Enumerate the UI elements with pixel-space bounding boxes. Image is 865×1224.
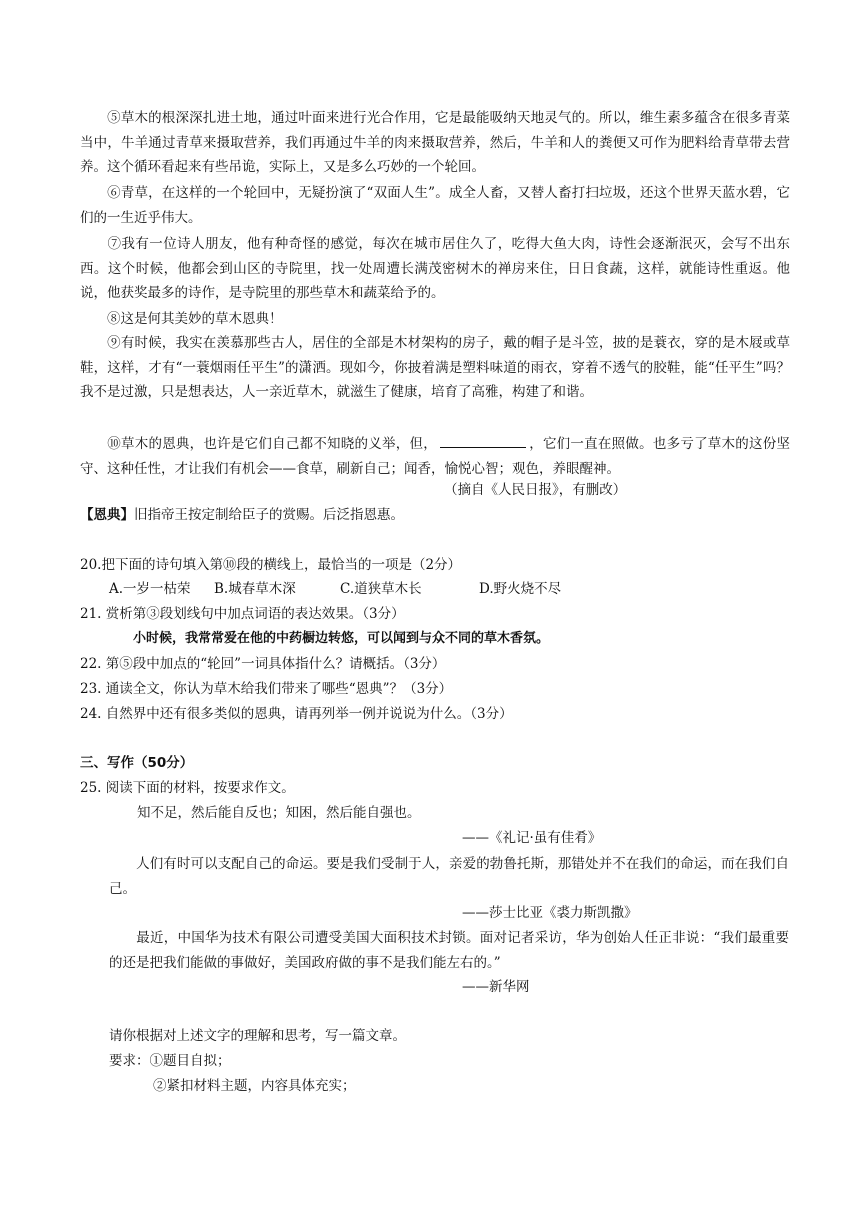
material-1: 知不足，然后能自反也；知困，然后能自强也。 — [137, 805, 421, 821]
option-c: C.道狭草木长 — [340, 581, 422, 597]
material-3: 最近，中国华为技术有限公司遭受美国大面积技术封锁。面对记者采访，华为创始人任正非说：“我们最重要的还是把我们能做的事做好，美国政府做的事不是我们能左右的。” — [109, 930, 789, 971]
material-3-source: ——新华网 — [462, 979, 530, 995]
material-2: 人们有时可以支配自己的命运。要是我们受制于人，亲爱的勃鲁托斯，那错处并不在我们的命运，而在我们自己。 — [109, 856, 789, 897]
requirements: 要求：①题目自拟； — [109, 1053, 231, 1069]
question-23: 23. 通读全文，你认为草木给我们带来了哪些“恩典”？（3分） — [80, 681, 453, 697]
option-a: A.一岁一枯荣 — [109, 581, 191, 597]
material-2-source: ——莎士比亚《裘力斯凯撒》 — [462, 905, 638, 921]
paragraph-9: ⑨有时候，我实在羡慕那些古人，居住的全部是木材架构的房子，戴的帽子是斗笠，披的是蓑衣，穿的是木屐或草鞋，这样，才有“一蓑烟雨任平生”的潇洒。现如今，你披着满是塑料味道的雨衣，穿着不透气的胶鞋，能“任平生”吗？我不是过激，只是想表达，人一亲近草木，就滋生了健康，培育了高雅，构建了和谐。 — [80, 335, 790, 400]
paragraph-8: ⑧这是何其美妙的草木恩典！ — [107, 311, 283, 327]
option-d: D.野火烧不尽 — [479, 581, 562, 597]
question-24: 24. 自然界中还有很多类似的恩典，请再列举一例并说说为什么。（3分） — [80, 706, 513, 722]
question-20-options — [109, 579, 584, 599]
paragraph-6: ⑥青草，在这样的一个轮回中，无疑扮演了“双面人生”。成全人畜，又替人畜打扫垃圾，还这个世界天蓝水碧，它们的一生近乎伟大。 — [80, 185, 790, 226]
question-21-quote: 小时候，我常常爱在他的中药橱边转悠，可以闻到与众不同的草木香氛。 — [133, 631, 550, 646]
writing-heading: 三、写作（50分） — [80, 755, 194, 771]
question-20: 20.把下面的诗句填入第⑩段的横线上，最恰当的一项是（2分） — [80, 557, 462, 573]
requirement-2: ②紧扣材料主题，内容具体充实； — [153, 1078, 356, 1094]
question-21: 21. 赏析第③段划线句中加点词语的表达效果。（3分） — [80, 606, 405, 622]
writing-instruction: 请你根据对上述文字的理解和思考，写一篇文章。 — [109, 1028, 406, 1044]
option-b: B.城春草木深 — [214, 581, 296, 597]
question-22: 22. 第⑤段中加点的“轮回”一词具体指什么？请概括。（3分） — [80, 656, 446, 672]
paragraph-7: ⑦我有一位诗人朋友，他有种奇怪的感觉，每次在城市居住久了，吃得大鱼大肉，诗性会逐渐泯灭，会写不出东西。这个时候，他都会到山区的寺院里，找一处周遭长满茂密树木的禅房来住，日日食蔬，这样，就能诗性重返。他说，他获奖最多的诗作，是寺院里的那些草木和蔬菜给予的。 — [80, 236, 790, 301]
material-1-source: ——《礼记·虽有佳肴》 — [462, 830, 602, 846]
fill-blank-line — [440, 433, 526, 448]
question-25: 25. 阅读下面的材料，按要求作文。 — [80, 780, 295, 796]
paragraph-10: ⑩草木的恩典，也许是它们自己都不知晓的义举，但， ，它们一直在照做。也多亏了草木的这份坚守、这种任性，才让我们有机会——食草，刷新自己；闻香，愉悦心智；观色，养眼醒神。 — [80, 432, 790, 481]
paragraph-5: ⑤草木的根深深扎进土地，通过叶面来进行光合作用，它是最能吸纳天地灵气的。所以，维生素多蕴含在很多青菜当中，牛羊通过青草来摄取营养，我们再通过牛羊的肉来摄取营养，然后，牛羊和人的粪便又可作为肥料给青草带去营养。这个循环看起来有些吊诡，实际上，又是多么巧妙的一个轮回。 — [80, 110, 790, 175]
term-note: 【恩典】旧指帝王按定制给臣子的赏赐。后泛指恩惠。 — [80, 507, 404, 523]
source-citation: （摘自《人民日报》，有删改） — [444, 482, 627, 498]
